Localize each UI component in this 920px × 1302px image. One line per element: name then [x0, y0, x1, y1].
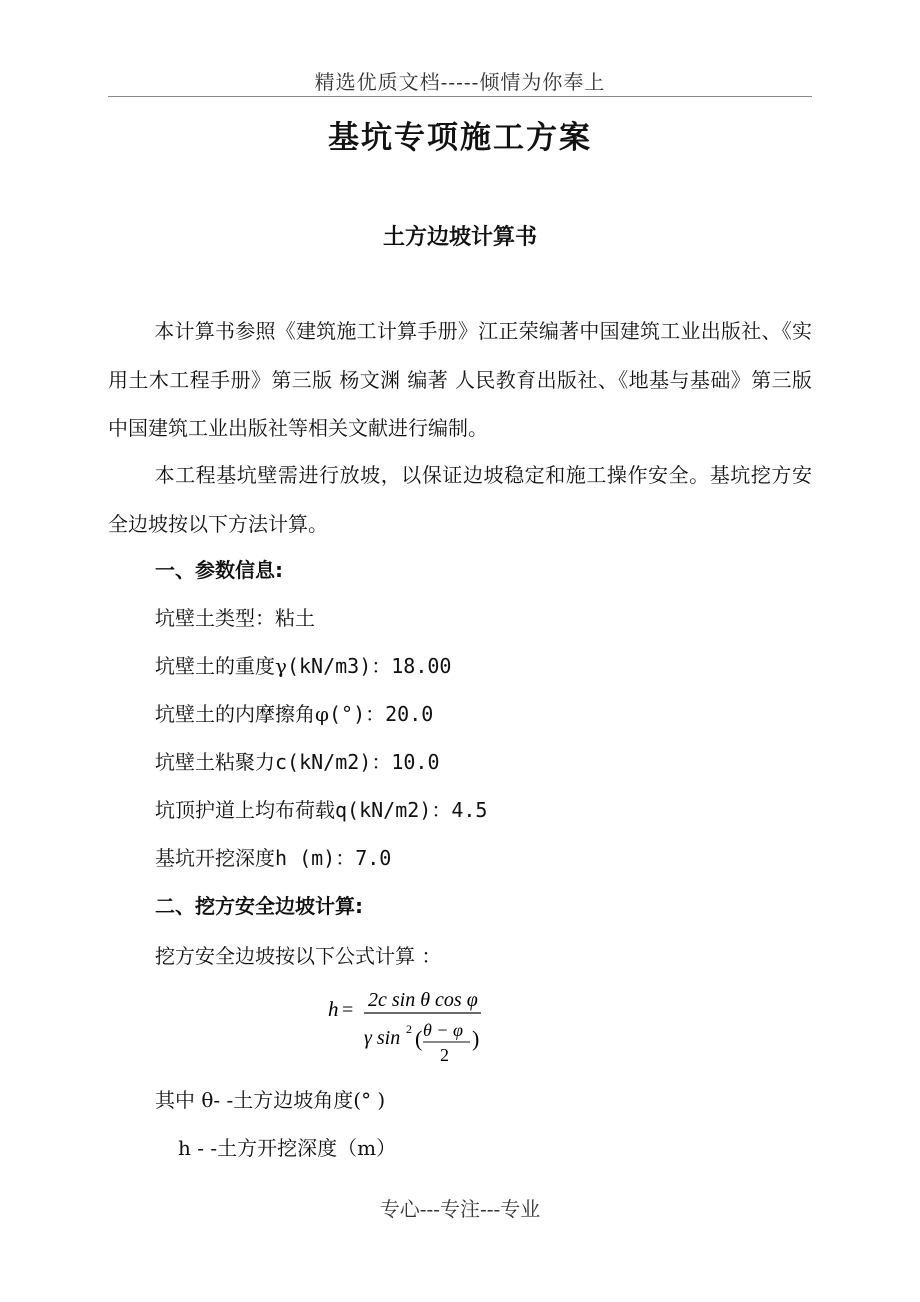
param-label: 坑壁土的内摩擦角φ [155, 702, 330, 726]
intro-paragraph-2-text: 本工程基坑壁需进行放坡，以保证边坡稳定和施工操作安全。基坑挖方安全边坡按以下方法计算。 [108, 463, 812, 536]
formula-inner-denominator: 2 [440, 1045, 449, 1065]
section-1-heading: 一、参数信息: [155, 558, 283, 582]
document-title: 基坑专项施工方案 [328, 120, 592, 156]
intro-paragraph-1-text: 本计算书参照《建筑施工计算手册》江正荣编著中国建筑工业出版社、《实用土木工程手册》第三版 杨文渊 编著 人民教育出版社、《地基与基础》第三版 中国建筑工业出版社等相关文献进行编制。 [108, 319, 812, 440]
param-value: h (m)：7.0 [275, 846, 392, 870]
safe-slope-formula [326, 980, 506, 1065]
param-excavation-depth [155, 843, 391, 873]
formula-intro: 挖方安全边坡按以下公式计算 ： [155, 944, 442, 968]
param-label: 坑壁土粘聚力 [155, 750, 275, 774]
param-surcharge-load [155, 795, 487, 825]
param-value: q(kN/m2)：4.5 [335, 798, 488, 822]
param-unit-weight [155, 651, 451, 681]
formula-inner-numerator: θ − φ [423, 1020, 463, 1040]
page-header: 精选优质文档-----倾情为你奉上 [314, 70, 606, 94]
param-value: c(kN/m2)：10.0 [275, 750, 440, 774]
formula-left-paren: ( [415, 1026, 423, 1051]
page-footer: 专心---专注---专业 [379, 1197, 541, 1221]
formula-numerator: 2c sin θ cos φ [368, 989, 478, 1011]
formula-den-exponent: 2 [406, 1022, 412, 1036]
intro-paragraph-2 [108, 451, 812, 548]
param-value: (°)：20.0 [329, 702, 434, 726]
param-cohesion [155, 747, 440, 777]
document-subtitle: 土方边坡计算书 [382, 225, 537, 250]
where-h: h - -土方开挖深度（m） [178, 1136, 397, 1160]
formula-lhs: h [328, 997, 339, 1021]
formula-den-gamma-sin: γ sin [364, 1027, 401, 1049]
intro-paragraph-1 [108, 307, 812, 453]
formula-equals: = [342, 999, 354, 1021]
param-soil-type [155, 603, 315, 633]
param-value: 粘土 [275, 606, 315, 630]
param-label: 坑壁土的重度γ [155, 654, 287, 678]
param-label: 坑顶护道上均布荷载 [155, 798, 335, 822]
param-value: (kN/m3)：18.00 [286, 654, 452, 678]
param-label: 坑壁土类型： [155, 606, 275, 630]
param-friction-angle [155, 699, 433, 729]
where-theta: 其中 θ- -土方边坡角度(° ) [155, 1088, 386, 1112]
param-label: 基坑开挖深度 [155, 846, 275, 870]
section-2-heading: 二、挖方安全边坡计算: [155, 894, 363, 918]
header-divider [108, 96, 812, 97]
formula-right-paren: ) [472, 1026, 480, 1051]
